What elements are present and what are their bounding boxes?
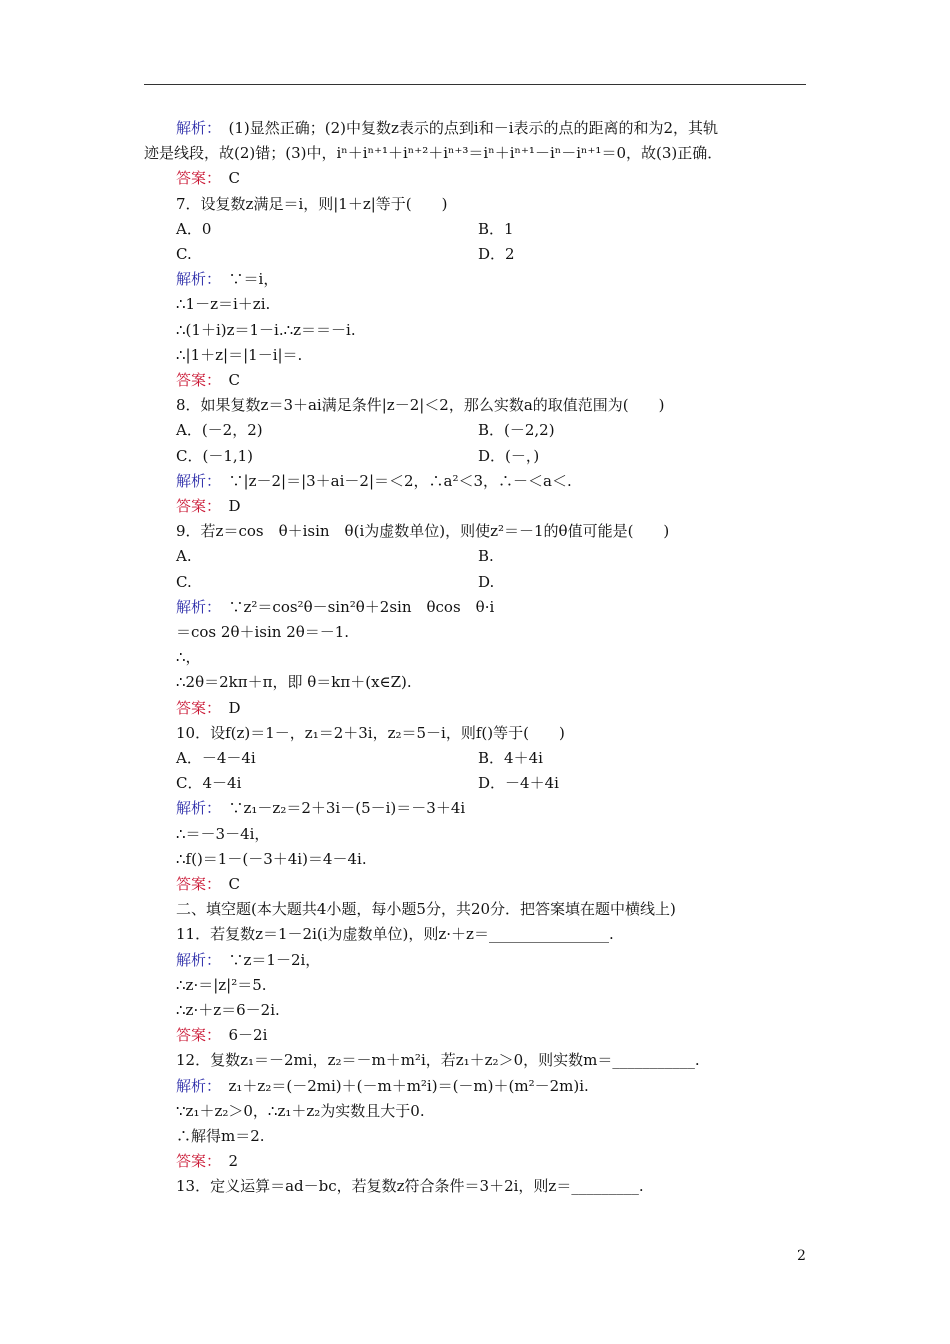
- text-line: [176, 546, 494, 566]
- text-line: [176, 244, 515, 264]
- text-line: [176, 899, 676, 919]
- line-text: D: [213, 497, 241, 515]
- text-line: [176, 320, 356, 340]
- analysis-line: [176, 1076, 589, 1096]
- line-text: C: [213, 371, 240, 389]
- text-line: [176, 395, 664, 415]
- line-text: ∴f()＝1－(－3＋4i)＝4－4i.: [176, 849, 367, 868]
- page-number: 2: [797, 1248, 806, 1264]
- answer-line: [176, 168, 240, 188]
- analysis-label: 解析：: [176, 597, 214, 616]
- text-line: [176, 723, 565, 743]
- answer-line: [176, 496, 241, 516]
- text-line: [176, 824, 269, 844]
- answer-label: 答案：: [176, 169, 214, 188]
- option-right: D．－4＋4i: [478, 774, 559, 793]
- answer-label: 答案：: [176, 371, 214, 389]
- option-right: B.: [478, 547, 494, 566]
- text-line: [176, 672, 412, 692]
- line-text: ∵z₁－z₂＝2＋3i－(5－i)＝－3＋4i: [213, 799, 466, 818]
- text-line: [176, 521, 669, 541]
- line-text: A.: [176, 547, 192, 566]
- text-line: [176, 345, 302, 365]
- line-text: 12．复数z₁＝－2mi，z₂＝－m＋m²i，若z₁＋z₂＞0，则实数m＝___________.: [176, 1051, 700, 1070]
- text-line: [176, 975, 267, 995]
- text-line: [176, 748, 543, 768]
- line-text: (1)显然正确；(2)中复数z表示的点到i和－i表示的点的距离的和为2，其轨: [213, 119, 719, 137]
- text-line: [176, 647, 201, 667]
- text-line: [176, 773, 559, 793]
- line-text: z₁＋z₂＝(－2mi)＋(－m＋m²i)＝(－m)＋(m²－2m)i.: [213, 1076, 589, 1095]
- answer-label: 答案：: [176, 875, 214, 893]
- line-text: 6－2i: [213, 1026, 268, 1045]
- line-text: 9．若z＝cos θ＋isin θ(i为虚数单位)，则使z²＝－1的θ值可能是( ): [176, 522, 670, 541]
- text-line: [176, 1126, 265, 1146]
- analysis-line: [176, 950, 320, 970]
- analysis-label: 解析：: [176, 270, 214, 289]
- header-rule: [144, 84, 806, 85]
- line-text: C．4－4i: [176, 774, 242, 793]
- analysis-line: [176, 798, 465, 818]
- answer-line: [176, 874, 240, 894]
- answer-line: [176, 370, 240, 390]
- line-text: ∵|z－2|＝|3＋ai－2|＝＜2，∴a²＜3，∴－＜a＜.: [213, 471, 572, 490]
- line-text: C．(－1,1): [176, 446, 254, 465]
- line-text: D: [213, 698, 241, 717]
- line-text: 二、填空题(本大题共4小题，每小题5分，共20分．把答案填在题中横线上): [176, 900, 676, 919]
- line-text: ∴|1＋z|＝|1－i|＝.: [176, 345, 303, 364]
- answer-label: 答案：: [176, 1026, 214, 1045]
- text-line: [176, 446, 540, 466]
- analysis-label: 解析：: [176, 950, 214, 969]
- text-line: [176, 849, 367, 869]
- line-text: ∴2θ＝2kπ＋π，即 θ＝kπ＋(x∈Z).: [176, 673, 412, 692]
- analysis-line: [176, 269, 278, 289]
- text-line: [176, 1101, 425, 1121]
- text-line: [176, 1176, 644, 1196]
- line-text: 2: [213, 1152, 239, 1171]
- line-text: 迹是线段，故(2)错；(3)中，iⁿ＋iⁿ⁺¹＋iⁿ⁺²＋iⁿ⁺³＝iⁿ＋iⁿ⁺¹－iⁿ－iⁿ⁺¹＝0，故(3)正确．: [144, 144, 723, 163]
- text-line: [176, 572, 495, 592]
- answer-label: 答案：: [176, 698, 214, 717]
- line-text: ∴z·＋z＝6－2i.: [176, 1001, 280, 1019]
- answer-label: 答案：: [176, 497, 214, 515]
- line-text: 13．定义运算＝ad－bc，若复数z符合条件＝3＋2i，则z＝_________.: [176, 1177, 644, 1196]
- text-line: [176, 420, 555, 440]
- analysis-label: 解析：: [176, 1076, 214, 1095]
- line-text: ＝cos 2θ＋isin 2θ＝－1.: [176, 623, 350, 641]
- analysis-line: [176, 597, 494, 617]
- answer-label: 答案：: [176, 1152, 214, 1171]
- text-line: [176, 1050, 700, 1070]
- answer-line: [176, 698, 241, 718]
- line-text: C: [213, 875, 240, 893]
- line-text: ∴z·＝|z|²＝5.: [176, 975, 267, 994]
- analysis-label: 解析：: [176, 471, 214, 490]
- line-text: A．0: [176, 219, 212, 238]
- line-text: C.: [176, 572, 192, 591]
- analysis-label: 解析：: [176, 799, 214, 818]
- option-right: D.: [478, 572, 495, 591]
- option-right: B．4＋4i: [478, 749, 543, 767]
- line-text: 10．设f(z)＝1－，z₁＝2＋3i，z₂＝5－i，则f()等于( ): [176, 723, 565, 742]
- text-line: [176, 1000, 280, 1020]
- option-right: D．2: [478, 245, 515, 263]
- line-text: ∴1－z＝i＋zi.: [176, 295, 271, 314]
- analysis-line: [176, 118, 718, 138]
- line-text: 11．若复数z＝1－2i(i为虚数单位)，则z·＋z＝________________.: [176, 925, 614, 944]
- line-text: A．－4－4i: [176, 749, 256, 767]
- line-text: 7．设复数z满足＝i，则|1＋z|等于( ): [176, 194, 448, 213]
- text-line: [176, 219, 514, 239]
- answer-line: [176, 1151, 238, 1171]
- line-text: ∴(1＋i)z＝1－i.∴z＝＝－i.: [176, 320, 356, 339]
- option-right: D．(－，): [478, 446, 540, 465]
- text-line: [144, 143, 722, 163]
- answer-line: [176, 1025, 267, 1045]
- text-line: [176, 924, 614, 944]
- text-line: [176, 294, 270, 314]
- option-right: B．1: [478, 219, 514, 238]
- line-text: ∵z＝1－2i，: [213, 950, 321, 969]
- option-right: B．(－2,2): [478, 421, 555, 440]
- line-text: ∵z₁＋z₂＞0，∴z₁＋z₂为实数且大于0.: [176, 1101, 425, 1120]
- line-text: ∵＝i，: [213, 270, 279, 289]
- line-text: 8．如果复数z＝3＋ai满足条件|z－2|＜2，那么实数a的取值范围为( ): [176, 396, 665, 415]
- line-text: ∴，: [176, 648, 201, 667]
- text-line: [176, 622, 349, 642]
- analysis-label: 解析：: [176, 119, 214, 137]
- line-text: ∴＝－3－4i，: [176, 824, 270, 843]
- line-text: ∴解得m＝2.: [176, 1127, 265, 1145]
- line-text: ∵z²＝cos²θ－sin²θ＋2sin θcos θ·i: [213, 597, 495, 616]
- line-text: C: [213, 169, 240, 188]
- text-line: [176, 194, 448, 214]
- line-text: C.: [176, 245, 192, 263]
- analysis-line: [176, 471, 572, 491]
- line-text: A．(－2，2): [176, 421, 263, 440]
